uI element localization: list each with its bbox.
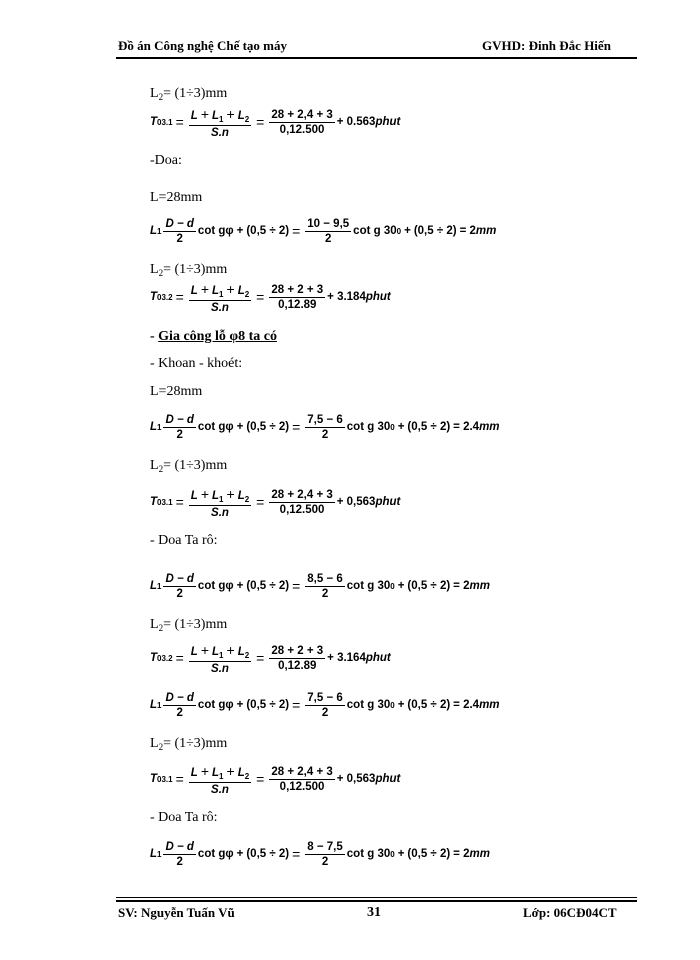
l2-line-2: $L_2= (1\div 3)mm$ (150, 262, 228, 278)
header-supervisor: GVHD: Đinh Đắc Hiến (482, 38, 611, 53)
length-line-2: L=28mm (150, 384, 203, 399)
l1-formula-b: L 1 $\frac{D - d}{2}$ cot gφ + (0,5 ÷ 2) = $\frac{7,5 - 6}{2}$ cot g 30 0 + (0,5 ÷ 2) = 2.4 mm (150, 413, 500, 441)
length-line-1: L=28mm (150, 190, 203, 205)
time-formula-t031-c: T 03.1 = $\frac{L + L_1 + L_2}{S.n}$ = $\frac{28 + 2,4 + 3}{0,12.500}$ + 0,563 phut (150, 762, 401, 796)
time-formula-t032-b: T 03.2 = $\frac{L + L_1 + L_2}{S.n}$ = $\frac{28 + 2 + 3}{0,12.89}$ + 3.164 phut (150, 641, 391, 675)
l2-line-3: $L_2= (1\div 3)mm$ (150, 458, 228, 474)
khoan-khoet-label: - Khoan - khoét: (150, 356, 243, 371)
l2-line-5: $L_2= (1\div 3)mm$ (150, 736, 228, 752)
footer-divider-thick (116, 900, 637, 902)
l1-formula-a: L 1 $\frac{D - d}{2}$ cot gφ + (0,5 ÷ 2) = $\frac{10 - 9,5}{2}$ cot g 30 0 + (0,5 ÷ 2) = 2 mm (150, 217, 497, 245)
header-divider (116, 57, 637, 59)
doa-taro-label-1: - Doa Ta rô: (150, 533, 218, 548)
l2-line-1: $L_2= (1\div 3)mm$ (150, 86, 228, 102)
footer-divider-thin (116, 897, 637, 898)
footer-class: Lớp: 06CĐ04CT (523, 905, 617, 920)
l1-formula-d: L 1 $\frac{D - d}{2}$ cot gφ + (0,5 ÷ 2) = $\frac{7,5 - 6}{2}$ cot g 30 0 + (0,5 ÷ 2) = 2.4 mm (150, 691, 500, 719)
l1-formula-c: L 1 $\frac{D - d}{2}$ cot gφ + (0,5 ÷ 2) = $\frac{8,5 - 6}{2}$ cot g 30 0 + (0,5 ÷ 2) = 2 mm (150, 572, 490, 600)
time-formula-t032-a: T 03.2 = $\frac{L + L_1 + L_2}{S.n}$ = $\frac{28 + 2 + 3}{0,12.89}$ + 3.184 phut (150, 280, 391, 314)
doa-taro-label-2: - Doa Ta rô: (150, 810, 218, 825)
time-formula-t031-b: T 03.1 = $\frac{L + L_1 + L_2}{S.n}$ = $\frac{28 + 2,4 + 3}{0,12.500}$ + 0,563 phut (150, 485, 401, 519)
time-formula-t031-a: T 03.1 = $\frac{L + L_1 + L_2}{S.n}$ = $\frac{28 + 2,4 + 3}{0,12.500}$ + 0.563 phut (150, 105, 401, 139)
l1-formula-e: L 1 $\frac{D - d}{2}$ cot gφ + (0,5 ÷ 2) = $\frac{8 - 7,5}{2}$ cot g 30 0 + (0,5 ÷ 2) = 2 mm (150, 840, 490, 868)
header-doc-title: Đồ án Công nghệ Chế tạo máy (118, 38, 288, 53)
page-number: 31 (367, 905, 381, 920)
footer-student-name: SV: Nguyễn Tuấn Vũ (118, 905, 235, 920)
section-heading-phi8: - Gia công lỗ φ8 ta có (150, 329, 277, 344)
l2-line-4: $L_2= (1\div 3)mm$ (150, 617, 228, 633)
doa-label-1: -Doa: (150, 153, 182, 168)
